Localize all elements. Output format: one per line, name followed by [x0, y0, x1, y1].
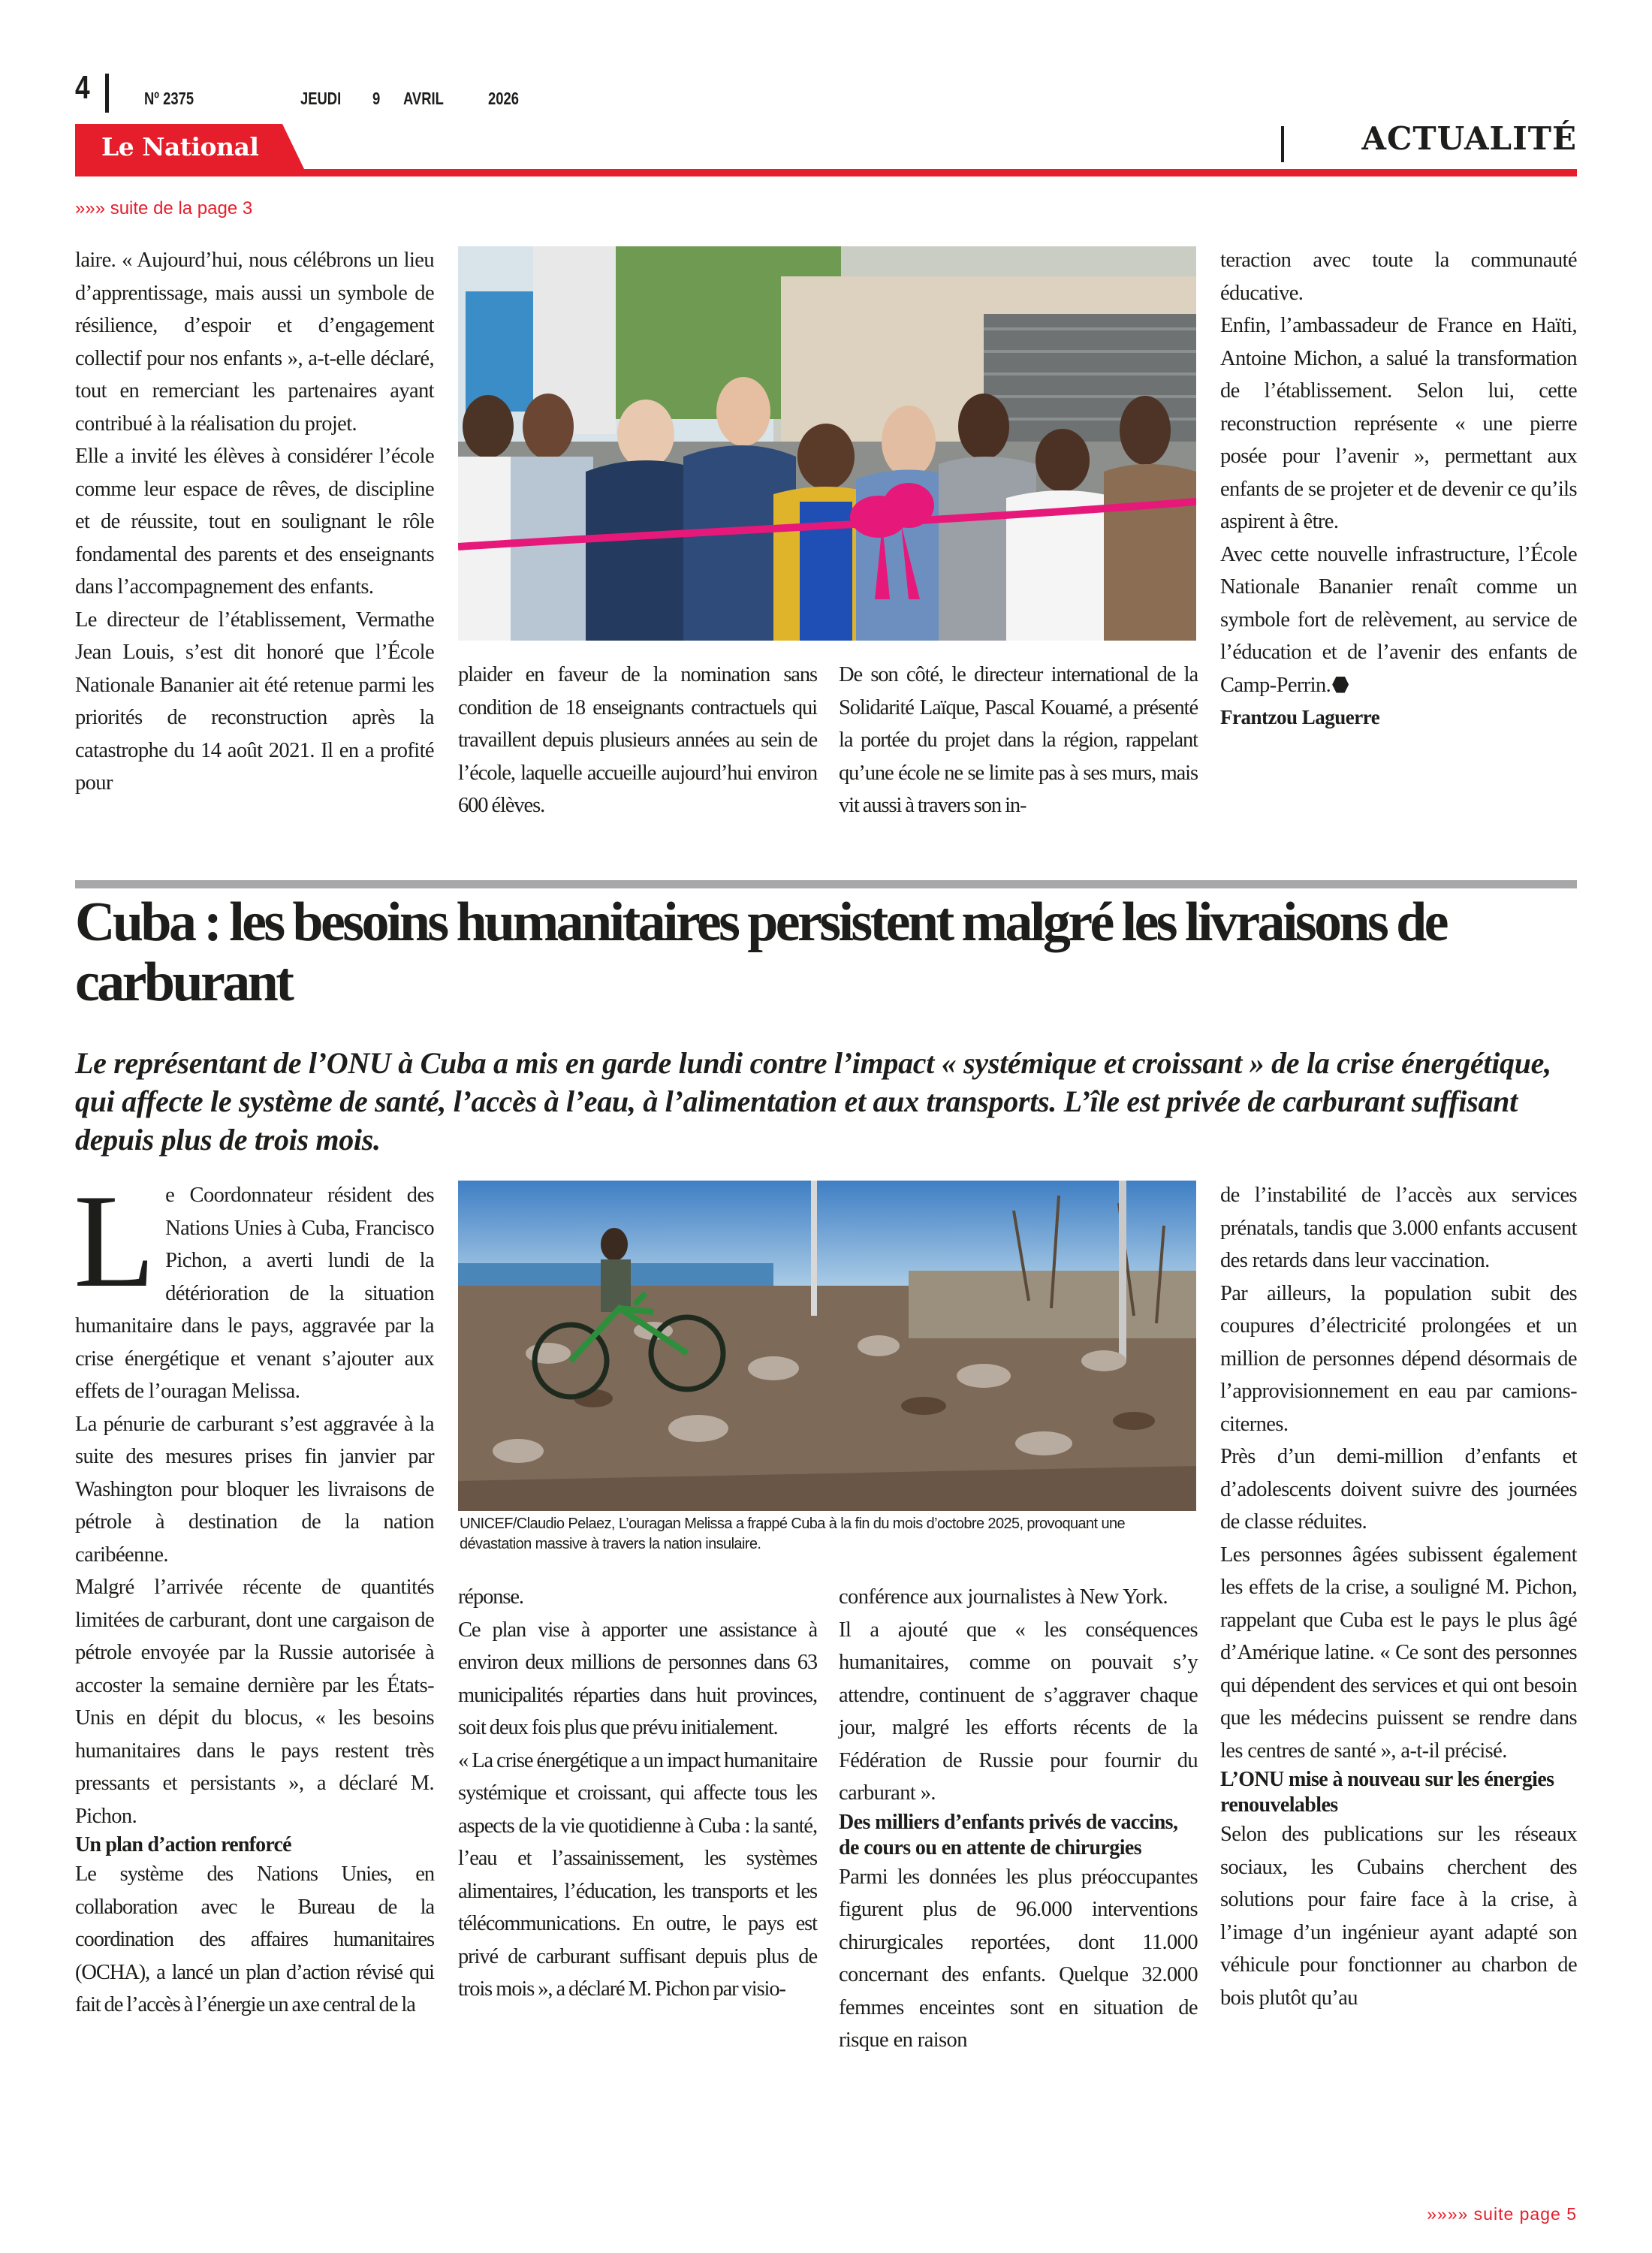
paragraph: « La crise énergétique a un impact humanitaire systémique et croissant, qui affecte tous les aspects de la vie quotidienne à Cuba : la santé, l’eau et l’assainissement, les systèmes alimentaires, l’éducation, les transports et les télécommunications. En outre, le pays est privé de carburant suffisant depuis plus de trois mois », a déclaré M. Pichon par visio- — [458, 1748, 817, 2001]
issue-date-day: 9 — [372, 89, 381, 108]
drop-cap: L — [74, 1166, 155, 1315]
issue-month: AVRIL — [403, 89, 444, 108]
article1-column-1 — [75, 244, 434, 800]
paragraph: Il a ajouté que « les conséquences humanitaires, comme on pouvait s’y attendre, continuent de s’aggraver chaque jour, malgré les efforts récents de la Fédération de Russie pour fournir du carburant ». — [839, 1618, 1198, 1805]
section-title: ACTUALITÉ — [1361, 120, 1577, 157]
paragraph: Le système des Nations Unies, en collaboration avec le Bureau de la coordination des affaires humanitaires (OCHA), a lancé un plan d’action révisé qui fait de l’accès à l’énergie un axe central de la — [75, 1862, 434, 2016]
paragraph: Les personnes âgées subissent également les effets de la crise, a souligné M. Pichon, rappelant que Cuba est le pays le plus âgé d’Amérique latine. « Ce sont des personnes qui dépendent des services et qui ont besoin que les médecins puissent se rendre dans les centres de santé », a-t-il précisé. — [1220, 1543, 1577, 1763]
issue-number: Nº 2375 — [144, 89, 194, 108]
paragraph: Enfin, l’ambassadeur de France en Haïti, Antoine Michon, a salué la transformation de l’établissement. Selon lui, cette reconstruction représente « une pierre posée pour l’avenir », permettant aux enfants de se projeter et de devenir ce qu’ils aspirent à être. — [1220, 314, 1577, 533]
paragraph: réponse. — [458, 1585, 523, 1609]
section-divider — [1281, 126, 1284, 162]
paragraph — [74, 1166, 434, 1408]
paragraph: Elle a invité les élèves à considérer l’école comme leur espace de rêves, de discipline et de réussite, tout en soulignant le rôle fondamental des parents et des enseignants dans l’accompagnement des enfants. — [75, 445, 434, 599]
issue-day: JEUDI — [300, 89, 342, 108]
paragraph: Malgré l’arrivée récente de quantités limitées de carburant, dont une cargaison de pétrole envoyée par la Russie autorisée à accoster la semaine dernière par les États-Unis en dépit du blocus, « les besoins humanitaires dans le pays restent très pressants et persistants », a déclaré M. Pichon. — [75, 1576, 434, 1828]
paragraph: Près d’un demi-million d’enfants et d’adolescents doivent suivre des journées de classe réduites. — [1220, 1445, 1577, 1534]
page-number-divider — [105, 74, 109, 113]
continued-to-link[interactable]: »»»» suite page 5 — [1427, 2204, 1577, 2224]
paragraph — [1220, 538, 1577, 702]
paragraph: Le directeur de l’établissement, Vermathe Jean Louis, s’est dit honoré que l’École Nationale Bananier ait été retenue parmi les priorités de reconstruction après la catastrophe du 14 août 2021. Il en a profité pour — [75, 608, 434, 795]
paragraph: plaider en faveur de la nomination sans condition de 18 enseignants contractuels qui travaillent depuis plusieurs années au sein de l’école, laquelle accueille aujourd’hui environ 600 élèves. — [458, 663, 817, 817]
article1-column-2 — [458, 659, 817, 822]
subheading: Des milliers d’enfants privés de vaccins, de cours ou en attente de chirurgies — [839, 1810, 1178, 1859]
ribbon-cutting-photo — [458, 246, 1196, 641]
paragraph: conférence aux journalistes à New York. — [839, 1585, 1168, 1609]
paragraph: teraction avec toute la communauté éducative. — [1220, 249, 1577, 305]
article-headline: Cuba : les besoins humanitaires persistent malgré les livraisons de carburant — [75, 891, 1446, 1013]
page-number: 4 — [75, 69, 89, 106]
author-byline: Frantzou Laguerre — [1220, 706, 1380, 728]
newspaper-logo: Le National — [101, 132, 259, 161]
photo-caption: UNICEF/Claudio Pelaez, L’ouragan Melissa a frappé Cuba à la fin du mois d’octobre 2025, provoquant une dévastation massive à travers la nation insulaire. — [460, 1516, 1126, 1552]
article2-column-1 — [74, 1166, 434, 2022]
paragraph: Par ailleurs, la population subit des coupures d’électricité prolongées et un million de personnes dépend désormais de l’approvisionnement en eau par camions-citernes. — [1220, 1281, 1577, 1436]
article-separator — [75, 880, 1577, 888]
photo-image-icon — [458, 246, 1196, 641]
article2-column-4 — [1220, 1179, 1577, 2014]
paragraph: La pénurie de carburant s’est aggravée à la suite des mesures prises fin janvier par Washington pour bloquer les livraisons de pétrole à destination de la nation caribéenne. — [75, 1412, 434, 1567]
article1-column-3 — [839, 659, 1198, 822]
paragraph-text: e Coordonnateur résident des Nations Unies à Cuba, Francisco Pichon, a averti lundi de la détérioration de la situation humanitaire dans le pays, aggravée par la crise énergétique et venant s’ajouter aux effets de l’ouragan Melissa. — [75, 1184, 434, 1403]
paragraph: Ce plan vise à apporter une assistance à environ deux millions de personnes dans 63 municipalités réparties dans huit provinces, soit deux fois plus que prévu initialement. — [458, 1618, 817, 1739]
paragraph: Parmi les données les plus préoccupantes figurent plus de 96.000 interventions chirurgicales reportées, dont 11.000 concernant des enfants. Quelque 32.000 femmes enceintes sont en situation de risque en raison — [839, 1865, 1198, 2052]
article-deck: Le représentant de l’ONU à Cuba a mis en garde lundi contre l’impact « systémique et croissant » de la crise énergétique, qui affecte le système de santé, l’accès à l’eau, à l’alimentation et aux transports. L’île est privée de carburant suffisant depuis plus de trois mois. — [75, 1046, 1551, 1157]
subheading: Un plan d’action renforcé — [75, 1833, 291, 1856]
photo-image-icon — [458, 1181, 1196, 1511]
paragraph: laire. « Aujourd’hui, nous célébrons un lieu d’apprentissage, mais aussi un symbole de résilience, d’espoir et d’engagement collectif pour nos enfants », a-t-elle déclaré, tout en remerciant les partenaires ayant contribué à la réalisation du projet. — [75, 249, 434, 436]
end-of-article-icon — [1332, 677, 1349, 693]
article2-column-2 — [458, 1581, 817, 2006]
paragraph: de l’instabilité de l’accès aux services prénatals, tandis que 3.000 enfants accusent des retards dans leur vaccination. — [1220, 1184, 1577, 1272]
article2-column-3 — [839, 1581, 1198, 2057]
paragraph: Selon des publications sur les réseaux sociaux, les Cubains cherchent des solutions pour faire face à la crise, à l’image d’un ingénieur ayant adapté son véhicule pour fonctionner au charbon de bois plutôt qu’au — [1220, 1823, 1577, 2010]
paragraph-text: Avec cette nouvelle infrastructure, l’École Nationale Bananier renaît comme un symbole fort de relèvement, au service de l’éducation et de l’avenir des enfants de Camp-Perrin. — [1220, 542, 1577, 697]
issue-year: 2026 — [488, 89, 519, 108]
paragraph: De son côté, le directeur international de la Solidarité Laïque, Pascal Kouamé, a présenté la portée du projet dans la région, rappelant qu’une école ne se limite pas à ses murs, mais vit aussi à travers son in- — [839, 663, 1198, 817]
hurricane-damage-photo — [458, 1181, 1196, 1511]
subheading: L’ONU mise à nouveau sur les énergies renouvelables — [1220, 1768, 1554, 1817]
article1-column-4 — [1220, 244, 1577, 734]
continued-from-link[interactable]: »»» suite de la page 3 — [75, 198, 253, 219]
